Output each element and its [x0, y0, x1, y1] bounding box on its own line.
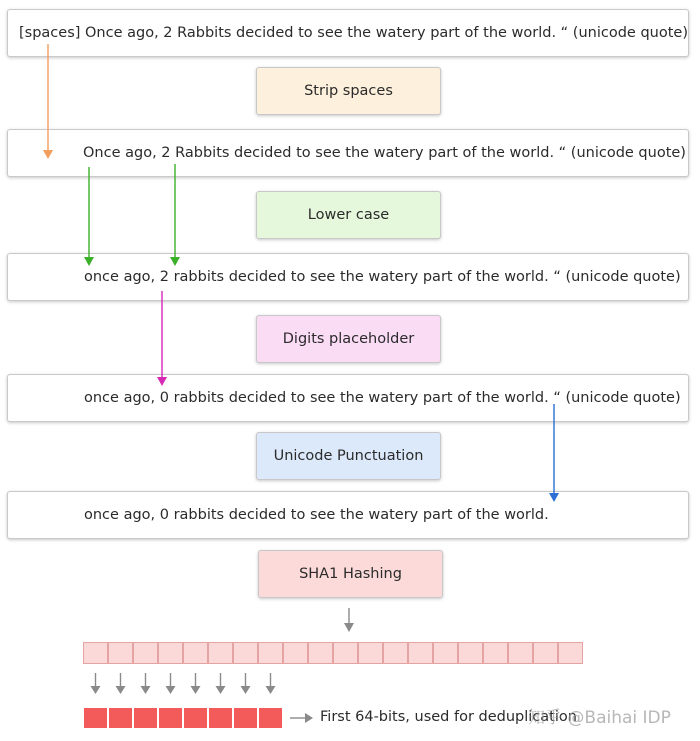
hash-bit-cell [433, 642, 458, 664]
arrow-digit-replace [157, 291, 167, 386]
hash-bit-cell [408, 642, 433, 664]
first-64-bits [83, 707, 283, 729]
text-punctuation-removed-label: once ago, 0 rabbits decided to see the watery part of the world. [84, 506, 549, 523]
hash-bit-cell [558, 642, 583, 664]
bit-arrow-head [191, 686, 201, 694]
first-64-bits-label: First 64-bits, used for deduplication [320, 709, 577, 725]
hash-bit-cell [283, 642, 308, 664]
hash-bit-cell [258, 642, 283, 664]
hash-bit-cell [133, 642, 158, 664]
bit-arrow-head [116, 686, 126, 694]
hash-bit-cell [308, 642, 333, 664]
text-lowercased-label: once ago, 2 rabbits decided to see the watery part of the world. “ (unicode quote) [84, 268, 681, 285]
hash-bit-cell [83, 642, 108, 664]
bit-arrow-head [141, 686, 151, 694]
first-bit-cell [233, 707, 258, 729]
hash-bit-cell [183, 642, 208, 664]
hash-bit-cell [533, 642, 558, 664]
arrow-lowercase-o [84, 167, 94, 266]
hash-bit-cell [358, 642, 383, 664]
hash-bit-cell [208, 642, 233, 664]
step-digits-placeholder-label: Digits placeholder [282, 331, 415, 347]
text-original-label: [spaces] Once ago, 2 Rabbits decided to see the watery part of the world. “ (unicode quote) [19, 24, 688, 41]
hash-bit-cell [508, 642, 533, 664]
first-bit-cell [83, 707, 108, 729]
text-stripped-label: Once ago, 2 Rabbits decided to see the watery part of the world. “ (unicode quote) [83, 144, 686, 161]
hash-bit-cell [333, 642, 358, 664]
bit-select-arrows [91, 673, 276, 694]
arrow-quote-removal [549, 404, 559, 502]
hash-bit-cell [458, 642, 483, 664]
arrow-lowercase-r [170, 164, 180, 266]
hash-bit-cell [233, 642, 258, 664]
step-strip-spaces-label: Strip spaces [304, 83, 393, 99]
hash-bit-cell [158, 642, 183, 664]
first-bit-cell [133, 707, 158, 729]
hash-bit-cell [108, 642, 133, 664]
step-lower-case-label: Lower case [307, 207, 390, 223]
arrow-space-removal [43, 44, 53, 159]
arrow-to-label [290, 713, 313, 723]
sha1-hash-bits [83, 642, 583, 664]
bit-arrow-head [241, 686, 251, 694]
first-bit-cell [208, 707, 233, 729]
first-bit-cell [258, 707, 283, 729]
bit-arrow-head [216, 686, 226, 694]
first-bit-cell [158, 707, 183, 729]
watermark: 知乎 @Baihai IDP [528, 708, 671, 728]
hash-bit-cell [483, 642, 508, 664]
step-sha1-hashing-label: SHA1 Hashing [299, 566, 402, 582]
bit-arrow-head [91, 686, 101, 694]
first-bit-cell [183, 707, 208, 729]
bit-arrow-head [166, 686, 176, 694]
step-unicode-punctuation-label: Unicode Punctuation [273, 448, 424, 464]
text-digits-replaced-label: once ago, 0 rabbits decided to see the watery part of the world. “ (unicode quote) [84, 389, 681, 406]
arrow-to-hash [344, 608, 354, 632]
hash-bit-cell [383, 642, 408, 664]
first-bit-cell [108, 707, 133, 729]
bit-arrow-head [266, 686, 276, 694]
